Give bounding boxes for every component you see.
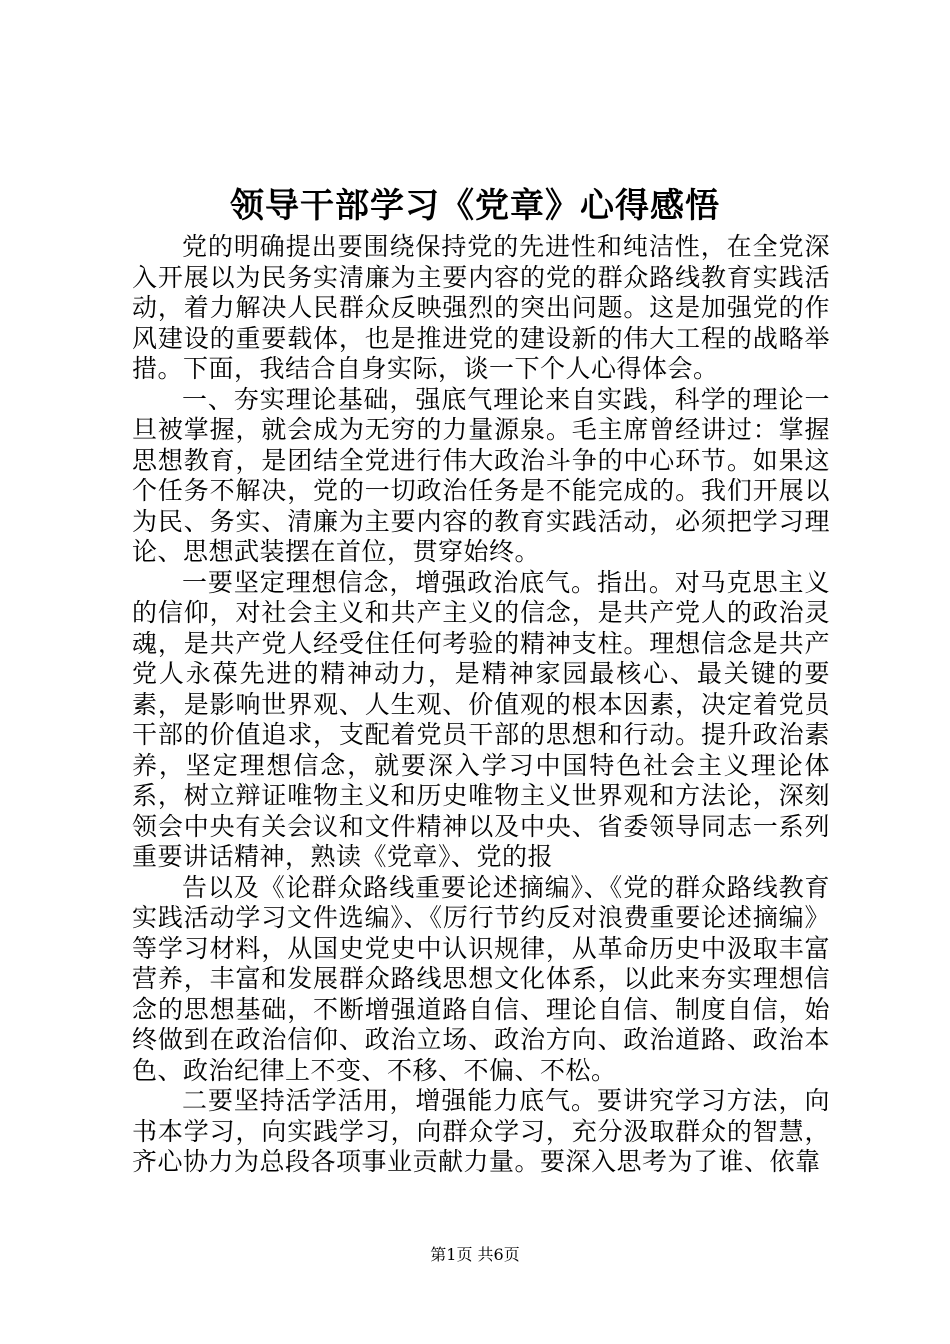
paragraph: 二要坚持活学活用，增强能力底气。要讲究学习方法，向书本学习，向实践学习，向群众学习，充分汲取群众的智慧，齐心协力为总段各项事业贡献力量。要深入思考为了谁、依靠 — [132, 1086, 830, 1176]
paragraph: 党的明确提出要围绕保持党的先进性和纯洁性，在全党深入开展以为民务实清廉为主要内容的党的群众路线教育实践活动，着力解决人民群众反映强烈的突出问题。这是加强党的作风建设的重要载体，也是推进党的建设新的伟大工程的战略举措。下面，我结合自身实际，谈一下个人心得体会。 — [132, 232, 830, 383]
document-body — [132, 232, 830, 1178]
document-title: 领导干部学习《党章》心得感悟 — [230, 186, 720, 226]
paragraph: 告以及《论群众路线重要论述摘编》、《党的群众路线教育实践活动学习文件选编》、《厉行节约反对浪费重要论述摘编》等学习材料，从国史党史中认识规律，从革命历史中汲取丰富营养，丰富和发展群众路线思想文化体系，以此来夯实理想信念的思想基础，不断增强道路自信、理论自信、制度自信，始终做到在政治信仰、政治立场、政治方向、政治道路、政治本色、政治纪律上不变、不移、不偏、不松。 — [132, 872, 830, 1085]
paragraph: 一要坚定理想信念，增强政治底气。指出。对马克思主义的信仰，对社会主义和共产主义的信念，是共产党人的政治灵魂，是共产党人经受住任何考验的精神支柱。理想信念是共产党人永葆先进的精神动力，是精神家园最核心、最关键的要素，是影响世界观、人生观、价值观的根本因素，决定着党员干部的价值追求，支配着党员干部的思想和行动。提升政治素养，坚定理想信念，就要深入学习中国特色社会主义理论体系，树立辩证唯物主义和历史唯物主义世界观和方法论，深刻领会中央有关会议和文件精神以及中央、省委领导同志一系列重要讲话精神，熟读《党章》、党的报 — [132, 567, 830, 871]
page-footer: 第1页 共6页 — [430, 1245, 520, 1264]
paragraph: 一、夯实理论基础，强底气理论来自实践，科学的理论一旦被掌握，就会成为无穷的力量源泉。毛主席曾经讲过：掌握思想教育，是团结全党进行伟大政治斗争的中心环节。如果这个任务不解决，党的一切政治任务是不能完成的。我们开展以为民、务实、清廉为主要内容的教育实践活动，必须把学习理论、思想武装摆在首位，贯穿始终。 — [132, 384, 830, 566]
